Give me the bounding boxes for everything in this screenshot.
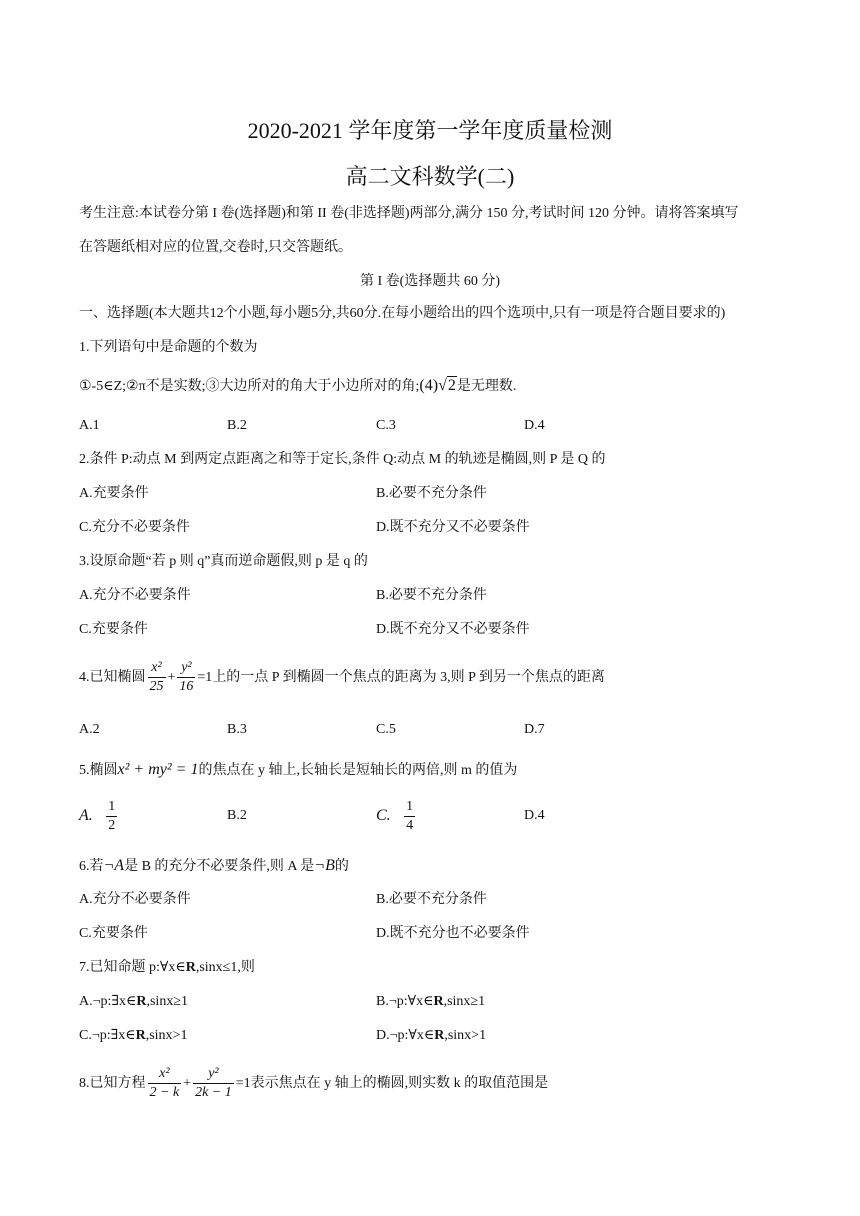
q2-option-b: B.必要不充分条件	[376, 486, 487, 501]
q6-stem: 6.若¬A是 B 的充分不必要条件,则 A 是¬B的	[79, 857, 349, 874]
sqrt-icon: √	[438, 377, 447, 394]
q2-option-d: D.既不充分又不必要条件	[376, 520, 530, 535]
q8-fraction-x: $\frac{\text{x²}}{2 - k}$	[149, 1066, 180, 1101]
q1-items	[79, 376, 516, 397]
q3-option-a: A.充分不必要条件	[79, 588, 191, 603]
q3-option-c: C.充要条件	[79, 622, 148, 637]
q6-not-b: ¬B	[314, 857, 335, 874]
notice-line-1: 考生注意:本试卷分第 I 卷(选择题)和第 II 卷(非选择题)两部分,满分 150 分,考试时间 120 分钟。请将答案填写	[79, 206, 739, 221]
q1-option-d: D.4	[524, 418, 545, 433]
q2-option-a: A.充要条件	[79, 486, 149, 501]
q5-equation: x² + my² = 1	[117, 761, 199, 778]
section-title: 第 I 卷(选择题共 60 分)	[360, 274, 500, 289]
q5-option-a-fraction: $\frac{1}{2}$	[108, 799, 116, 834]
q4-option-a: A.2	[79, 722, 100, 737]
q5-option-b: B.2	[227, 808, 247, 823]
q7-option-b: B.¬p:∀x∈R,sinx≥1	[376, 994, 486, 1009]
q5-option-a: A. $\frac{1}{2}$	[79, 799, 116, 834]
q1-stem: 1.下列语句中是命题的个数为	[79, 340, 258, 355]
q5-option-d: D.4	[524, 808, 545, 823]
q2-option-c: C.充分不必要条件	[79, 520, 190, 535]
section-instructions: 一、选择题(本大题共12个小题,每小题5分,共60分.在每小题给出的四个选项中,只有一项是符合题目要求的)	[79, 306, 726, 321]
q2-stem: 2.条件 P:动点 M 到两定点距离之和等于定长,条件 Q:动点 M 的轨迹是椭圆,则 P 是 Q 的	[79, 452, 606, 467]
q5-prefix: 5.椭圆	[79, 763, 118, 778]
q1-items-text: ①-5∈Z;②π不是实数;③大边所对的角大于小边所对的角;	[79, 379, 420, 394]
q4-fraction-x: $\frac{\text{x²}}{25}$	[149, 660, 164, 695]
q4-fraction-y: $\frac{\text{y²}}{16}$	[179, 660, 194, 695]
q8-stem: 8.已知方程 $\frac{\text{x²}}{2 - k}$ + $\frac{\text{y²}}{2k - 1}$ =1表示焦点在 y 轴上的椭圆,则实数 k 的取值范围是	[79, 1066, 549, 1101]
q1-option-c: C.3	[376, 418, 396, 433]
q4-prefix: 4.已知椭圆	[79, 670, 146, 685]
q4-option-c: C.5	[376, 722, 396, 737]
q6-option-c: C.充要条件	[79, 926, 148, 941]
q5-suffix: 的焦点在 y 轴上,长轴长是短轴长的两倍,则 m 的值为	[198, 763, 518, 778]
q7-stem: 7.已知命题 p:∀x∈R,sinx≤1,则	[79, 960, 255, 975]
exam-title: 2020-2021 学年度第一学年度质量检测	[247, 118, 613, 143]
q5-option-c-fraction: $\frac{1}{4}$	[406, 799, 414, 834]
q7-option-d: D.¬p:∀x∈R,sinx>1	[376, 1028, 487, 1043]
q3-stem: 3.设原命题“若 p 则 q”真而逆命题假,则 p 是 q 的	[79, 554, 368, 569]
q6-option-b: B.必要不充分条件	[376, 892, 487, 907]
q4-suffix: 上的一点 P 到椭圆一个焦点的距离为 3,则 P 到另一个焦点的距离	[212, 670, 605, 685]
q6-not-a: ¬A	[103, 857, 125, 874]
q3-option-d: D.既不充分又不必要条件	[376, 622, 530, 637]
q3-option-b: B.必要不充分条件	[376, 588, 487, 603]
notice-line-2: 在答题纸相对应的位置,交卷时,只交答题纸。	[79, 240, 352, 255]
q8-fraction-y: $\frac{\text{y²}}{2k - 1}$	[195, 1066, 232, 1101]
q1-option-b: B.2	[227, 418, 247, 433]
q1-item4-prefix: (4)	[419, 377, 439, 394]
q1-option-a: A.1	[79, 418, 100, 433]
q4-option-d: D.7	[524, 722, 545, 737]
q5-stem	[79, 760, 517, 781]
q4-stem: 4.已知椭圆 $\frac{\text{x²}}{25}$ + $\frac{\text{y²}}{16}$ =1上的一点 P 到椭圆一个焦点的距离为 3,则 P 到另一个焦点的距离	[79, 660, 605, 695]
q4-option-b: B.3	[227, 722, 247, 737]
q7-option-c: C.¬p:∃x∈R,sinx>1	[79, 1028, 188, 1043]
q1-radicand: 2	[447, 377, 456, 394]
q5-option-c: C. $\frac{1}{4}$	[376, 799, 414, 834]
q6-option-a: A.充分不必要条件	[79, 892, 191, 907]
exam-subtitle: 高二文科数学(二)	[345, 164, 515, 189]
q7-option-a: A.¬p:∃x∈R,sinx≥1	[79, 994, 189, 1009]
q1-item4-suffix: 是无理数.	[456, 379, 517, 394]
q6-option-d: D.既不充分也不必要条件	[376, 926, 530, 941]
